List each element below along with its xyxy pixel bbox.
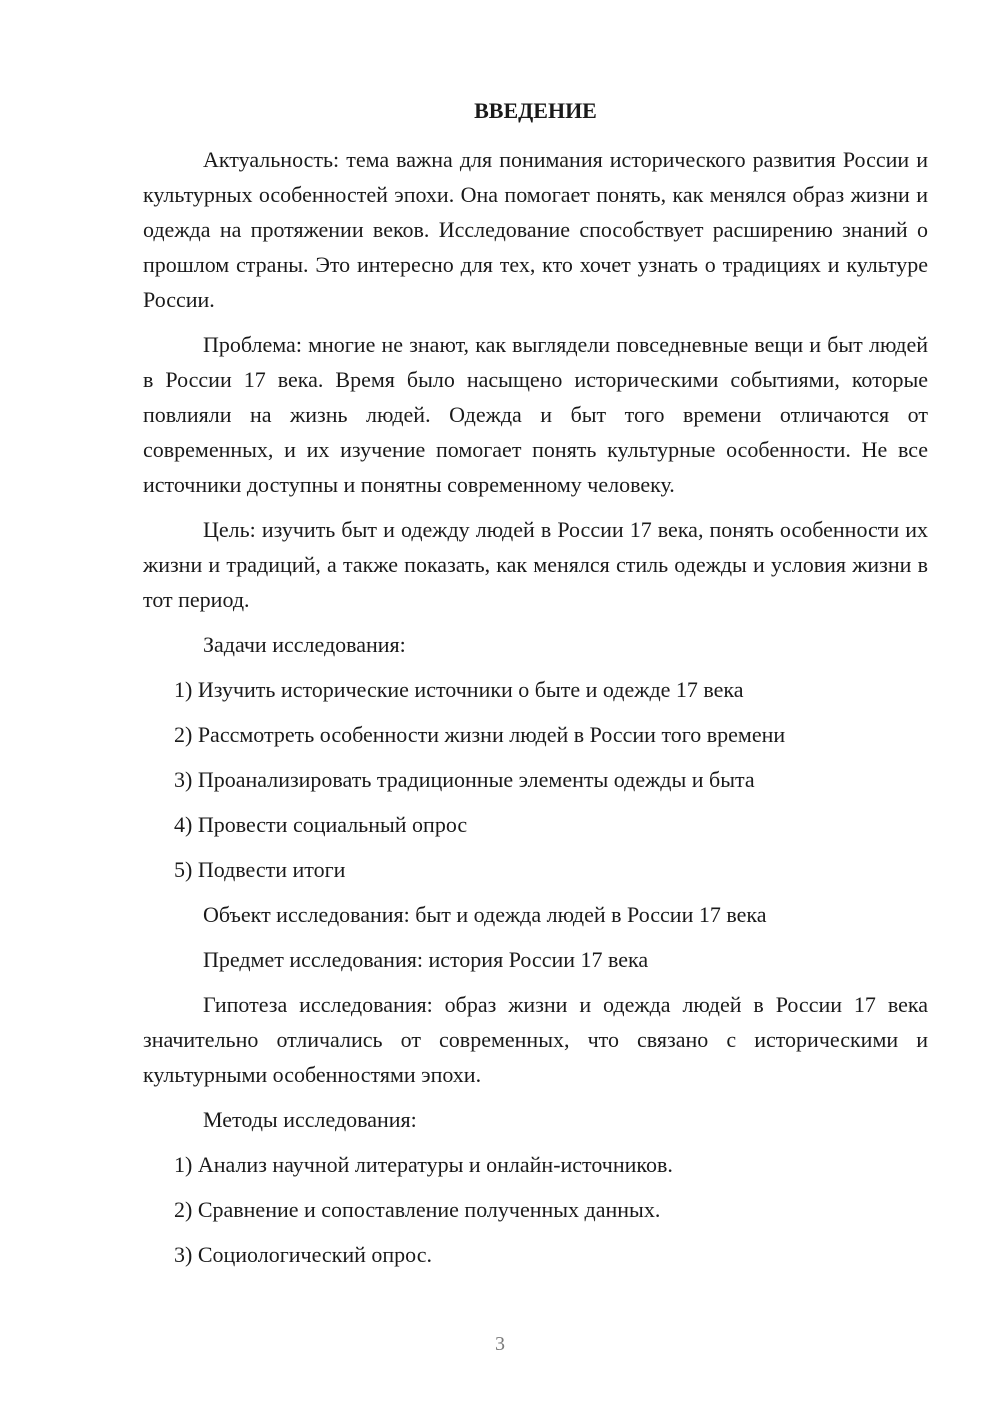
tasks-heading: Задачи исследования: (203, 632, 406, 657)
problem-paragraph: Проблема: многие не знают, как выглядели повседневные вещи и быт людей в России 17 века. Время было насыщено историческими событиями, которые повлияли на жизнь людей. Одежда и быт того времени отличаются от современных, и их изучение помогает понять культурные особенности. Не все источники доступны и понятны современному человеку. (143, 332, 928, 497)
list-item: 5) Подвести итоги (174, 857, 346, 882)
object-line: Объект исследования: быт и одежда людей в России 17 века (203, 902, 767, 927)
methods-list (143, 1147, 928, 1272)
list-item: 3) Социологический опрос. (174, 1242, 432, 1267)
tasks-list (143, 672, 928, 887)
list-item: 3) Проанализировать традиционные элементы одежды и быта (174, 767, 755, 792)
list-item: 2) Сравнение и сопоставление полученных данных. (174, 1197, 661, 1222)
list-item: 1) Анализ научной литературы и онлайн-источников. (174, 1152, 673, 1177)
document-page (143, 96, 928, 1282)
list-item: 4) Провести социальный опрос (174, 812, 468, 837)
relevance-paragraph: Актуальность: тема важна для понимания исторического развития России и культурных особенностей эпохи. Она помогает понять, как менялся образ жизни и одежда на протяжении веков. Исследование способствует расширению знаний о прошлом страны. Это интересно для тех, кто хочет узнать о традициях и культуре России. (143, 147, 928, 312)
list-item: 1) Изучить исторические источники о быте и одежде 17 века (174, 677, 744, 702)
section-title: ВВЕДЕНИЕ (474, 98, 597, 123)
goal-paragraph: Цель: изучить быт и одежду людей в России 17 века, понять особенности их жизни и традиций, а также показать, как менялся стиль одежды и условия жизни в тот период. (143, 517, 928, 612)
list-item: 2) Рассмотреть особенности жизни людей в России того времени (174, 722, 786, 747)
methods-heading: Методы исследования: (203, 1107, 417, 1132)
page-number: 3 (495, 1333, 505, 1355)
hypothesis-paragraph: Гипотеза исследования: образ жизни и одежда людей в России 17 века значительно отличались от современных, что связано с историческими и культурными особенностями эпохи. (143, 992, 928, 1087)
subject-line: Предмет исследования: история России 17 века (203, 947, 649, 972)
